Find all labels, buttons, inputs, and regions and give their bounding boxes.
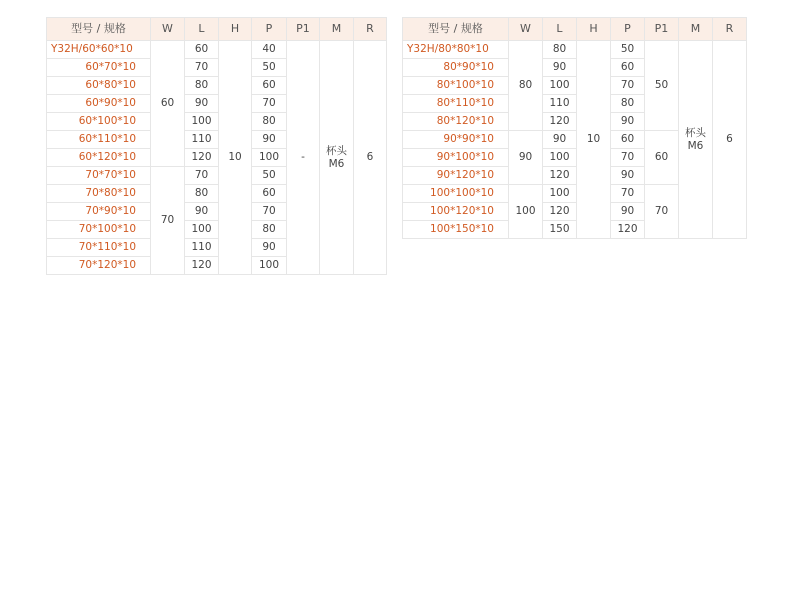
l-cell: 80: [185, 77, 219, 95]
h-cell: 10: [577, 41, 611, 239]
model-cell: 80*120*10: [403, 113, 509, 131]
l-cell: 100: [543, 185, 577, 203]
l-cell: 120: [185, 149, 219, 167]
r-cell: 6: [354, 41, 387, 275]
p-cell: 80: [252, 221, 287, 239]
l-cell: 120: [543, 113, 577, 131]
table-row: [403, 41, 747, 59]
w-cell: 70: [151, 167, 185, 275]
p-cell: 60: [611, 59, 645, 77]
p1-cell: 60: [645, 131, 679, 185]
p-cell: 100: [252, 149, 287, 167]
p-cell: 120: [611, 221, 645, 239]
model-cell: 70*70*10: [47, 167, 151, 185]
header-p: P: [611, 18, 645, 41]
p-cell: 70: [252, 95, 287, 113]
header-m: M: [679, 18, 713, 41]
model-cell: 90*100*10: [403, 149, 509, 167]
l-cell: 100: [543, 149, 577, 167]
p-cell: 70: [252, 203, 287, 221]
model-cell: 90*120*10: [403, 167, 509, 185]
p-cell: 60: [252, 185, 287, 203]
header-row: [403, 18, 747, 41]
p-cell: 50: [252, 59, 287, 77]
model-cell: 80*90*10: [403, 59, 509, 77]
p-cell: 90: [611, 113, 645, 131]
spec-table-left: [46, 17, 387, 275]
p-cell: 50: [252, 167, 287, 185]
model-cell: 60*90*10: [47, 95, 151, 113]
model-cell: 60*70*10: [47, 59, 151, 77]
w-cell: 60: [151, 41, 185, 167]
l-cell: 110: [185, 239, 219, 257]
l-cell: 60: [185, 41, 219, 59]
m-line2: M6: [687, 139, 704, 152]
l-cell: 90: [543, 131, 577, 149]
w-cell: 100: [509, 185, 543, 239]
header-m: M: [320, 18, 354, 41]
header-h: H: [577, 18, 611, 41]
p-cell: 70: [611, 149, 645, 167]
model-cell: 70*90*10: [47, 203, 151, 221]
p-cell: 60: [252, 77, 287, 95]
model-cell: Y32H/60*60*10: [47, 41, 151, 59]
model-cell: 100*100*10: [403, 185, 509, 203]
header-h: H: [219, 18, 252, 41]
p-cell: 40: [252, 41, 287, 59]
l-cell: 110: [185, 131, 219, 149]
model-cell: 70*110*10: [47, 239, 151, 257]
p-cell: 90: [252, 239, 287, 257]
header-r: R: [354, 18, 387, 41]
header-w: W: [151, 18, 185, 41]
header-p1: P1: [287, 18, 320, 41]
m-cell: [320, 41, 354, 275]
l-cell: 100: [543, 77, 577, 95]
m-line1: 杯头: [326, 144, 347, 157]
p-cell: 90: [611, 167, 645, 185]
p-cell: 90: [611, 203, 645, 221]
l-cell: 90: [185, 203, 219, 221]
header-l: L: [185, 18, 219, 41]
header-row: [47, 18, 387, 41]
model-cell: 60*100*10: [47, 113, 151, 131]
r-cell: 6: [713, 41, 747, 239]
l-cell: 150: [543, 221, 577, 239]
m-line2: M6: [328, 157, 345, 170]
l-cell: 80: [543, 41, 577, 59]
p-cell: 70: [611, 185, 645, 203]
p1-cell: -: [287, 41, 320, 275]
l-cell: 80: [185, 185, 219, 203]
header-model: 型号 / 规格: [47, 18, 151, 41]
l-cell: 100: [185, 113, 219, 131]
model-cell: 70*100*10: [47, 221, 151, 239]
p-cell: 80: [611, 95, 645, 113]
l-cell: 70: [185, 59, 219, 77]
spec-table-right: [402, 17, 747, 239]
m-line1: 杯头: [685, 126, 706, 139]
l-cell: 120: [543, 203, 577, 221]
header-l: L: [543, 18, 577, 41]
model-cell: 60*80*10: [47, 77, 151, 95]
p-cell: 100: [252, 257, 287, 275]
p-cell: 70: [611, 77, 645, 95]
l-cell: 90: [543, 59, 577, 77]
header-r: R: [713, 18, 747, 41]
l-cell: 100: [185, 221, 219, 239]
p-cell: 80: [252, 113, 287, 131]
l-cell: 120: [543, 167, 577, 185]
model-cell: 90*90*10: [403, 131, 509, 149]
header-p1: P1: [645, 18, 679, 41]
header-model: 型号 / 规格: [403, 18, 509, 41]
w-cell: 80: [509, 41, 543, 131]
model-cell: 60*110*10: [47, 131, 151, 149]
h-cell: 10: [219, 41, 252, 275]
l-cell: 70: [185, 167, 219, 185]
model-cell: 60*120*10: [47, 149, 151, 167]
model-cell: Y32H/80*80*10: [403, 41, 509, 59]
p-cell: 90: [252, 131, 287, 149]
model-cell: 100*120*10: [403, 203, 509, 221]
model-cell: 100*150*10: [403, 221, 509, 239]
l-cell: 110: [543, 95, 577, 113]
p1-cell: 70: [645, 185, 679, 239]
table-row: [47, 41, 387, 59]
header-p: P: [252, 18, 287, 41]
p-cell: 60: [611, 131, 645, 149]
header-w: W: [509, 18, 543, 41]
model-cell: 80*110*10: [403, 95, 509, 113]
m-cell: [679, 41, 713, 239]
model-cell: 70*80*10: [47, 185, 151, 203]
w-cell: 90: [509, 131, 543, 185]
l-cell: 90: [185, 95, 219, 113]
model-cell: 80*100*10: [403, 77, 509, 95]
model-cell: 70*120*10: [47, 257, 151, 275]
p-cell: 50: [611, 41, 645, 59]
l-cell: 120: [185, 257, 219, 275]
p1-cell: 50: [645, 41, 679, 131]
